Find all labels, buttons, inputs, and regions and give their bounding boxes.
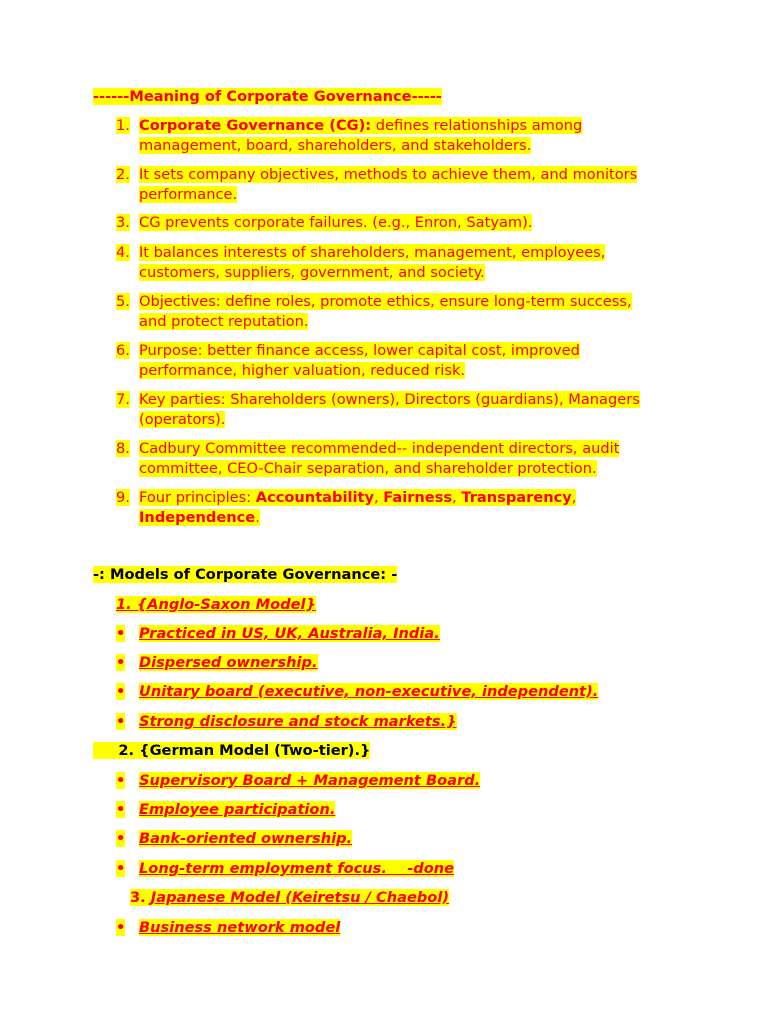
- german-bullet-4: Long-term employment focus. -done: [139, 860, 455, 877]
- item-9-text: Four principles: Accountability, Fairness, Transparency, Independence.: [139, 489, 577, 526]
- german-bullet-1: Supervisory Board + Management Board.: [139, 772, 481, 789]
- item-3-number: 3.: [116, 214, 130, 231]
- bullet-icon: •: [116, 683, 126, 700]
- item-1-text: Corporate Governance (CG): defines relationships among management, board, shareholders, and stakeholders.: [139, 117, 583, 154]
- bullet-icon: •: [116, 654, 126, 671]
- german-bullet-2: Employee participation.: [139, 801, 336, 818]
- item-1-number: 1.: [116, 117, 130, 134]
- item-9-number: 9.: [116, 489, 130, 506]
- item-3-text: CG prevents corporate failures. (e.g., Enron, Satyam).: [139, 214, 533, 231]
- models-heading: -: Models of Corporate Governance: -: [93, 566, 398, 583]
- item-7-text: Key parties: Shareholders (owners), Directors (guardians), Managers (operators).: [139, 391, 640, 428]
- bullet-icon: •: [116, 625, 126, 642]
- item-4-number: 4.: [116, 244, 130, 261]
- german-bullet-3: Bank-oriented ownership.: [139, 830, 353, 847]
- anglo-bullet-3: Unitary board (executive, non-executive, independent).: [139, 683, 599, 700]
- anglo-bullet-1: Practiced in US, UK, Australia, India.: [139, 625, 440, 642]
- bullet-icon: •: [116, 801, 126, 818]
- anglo-bullet-2: Dispersed ownership.: [139, 654, 318, 671]
- anglo-saxon-title: 1. {Anglo-Saxon Model}: [116, 596, 316, 613]
- item-6-text: Purpose: better finance access, lower capital cost, improved performance, higher valuation, reduced risk.: [139, 342, 580, 379]
- item-6-number: 6.: [116, 342, 130, 359]
- item-7-number: 7.: [116, 391, 130, 408]
- item-8-text: Cadbury Committee recommended-- independent directors, audit committee, CEO-Chair separation, and shareholder protection.: [139, 440, 620, 477]
- german-title: 2. {German Model (Two-tier).}: [93, 741, 370, 760]
- japanese-title: 3. Japanese Model (Keiretsu / Chaebol): [130, 889, 450, 906]
- bullet-icon: •: [116, 772, 126, 789]
- item-5-number: 5.: [116, 293, 130, 310]
- bullet-icon: •: [116, 919, 126, 936]
- item-5-text: Objectives: define roles, promote ethics, ensure long-term success, and protect reputation.: [139, 293, 632, 330]
- item-2-text: It sets company objectives, methods to achieve them, and monitors performance.: [139, 166, 638, 203]
- anglo-bullet-4: Strong disclosure and stock markets.}: [139, 713, 457, 730]
- item-4-text: It balances interests of shareholders, management, employees, customers, suppliers, government, and society.: [139, 244, 606, 281]
- bullet-icon: •: [116, 860, 126, 877]
- bullet-icon: •: [116, 713, 126, 730]
- japanese-bullet-1: Business network model: [139, 919, 341, 936]
- item-8-number: 8.: [116, 440, 130, 457]
- item-2-number: 2.: [116, 166, 130, 183]
- meaning-heading: ------Meaning of Corporate Governance-----: [93, 88, 442, 105]
- bullet-icon: •: [116, 830, 126, 847]
